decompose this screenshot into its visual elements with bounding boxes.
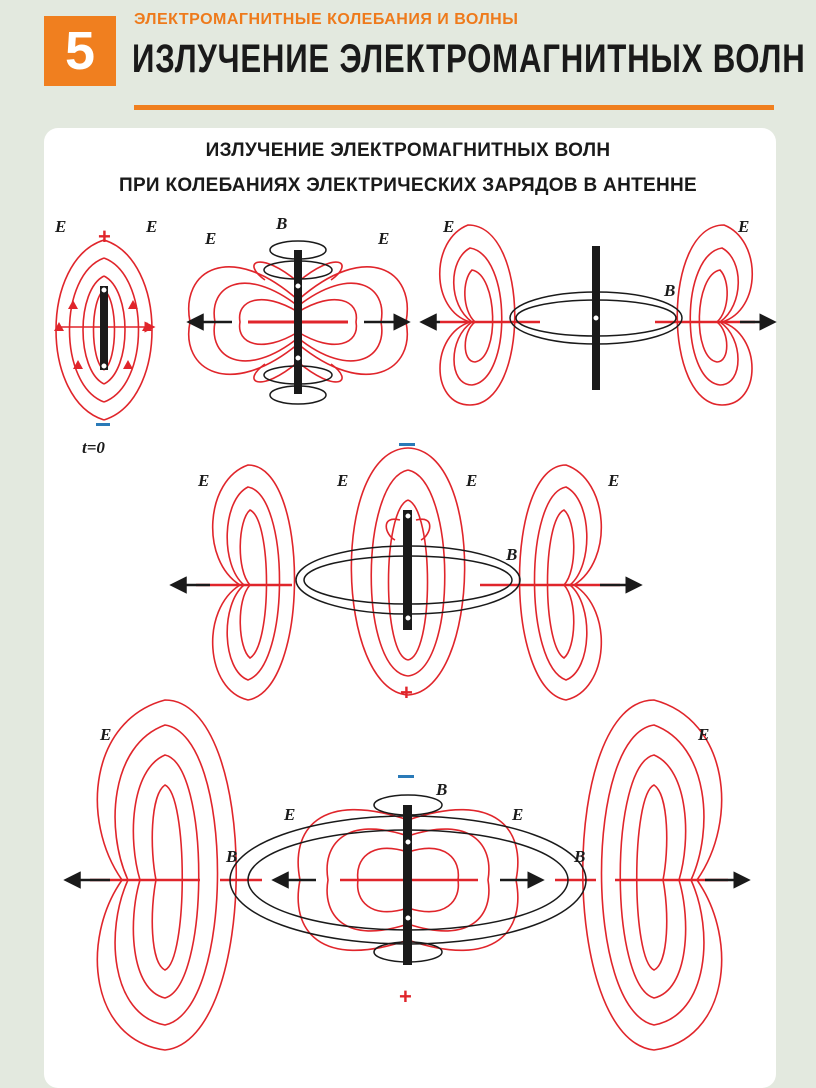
antenna-4: [403, 510, 412, 630]
b-field-label: B: [226, 847, 238, 866]
b-field-label: B: [574, 847, 586, 866]
minus-sign: [399, 443, 415, 446]
section-subtitle: ЭЛЕКТРОМАГНИТНЫЕ КОЛЕБАНИЯ И ВОЛНЫ: [134, 11, 519, 28]
e-field-label: E: [608, 471, 620, 490]
b-field-label: B: [276, 214, 288, 233]
e-field-label: E: [284, 805, 296, 824]
e-field-label: E: [512, 805, 524, 824]
e-field-label: E: [100, 725, 112, 744]
e-field-label: E: [337, 471, 349, 490]
b-field-label: B: [506, 545, 518, 564]
antenna-5: [403, 805, 412, 965]
panel-heading-line2: ПРИ КОЛЕБАНИЯХ ЭЛЕКТРИЧЕСКИХ ЗАРЯДОВ В АНТЕННЕ: [119, 175, 697, 196]
e-field-label: E: [205, 229, 217, 248]
plus-sign: +: [98, 224, 111, 249]
time-label: t=0: [82, 438, 105, 457]
e-field-label: E: [443, 217, 455, 236]
plus-sign: +: [399, 984, 412, 1009]
e-field-label: E: [198, 471, 210, 490]
e-field-label: E: [146, 217, 158, 236]
antenna-2: [294, 250, 302, 394]
e-field-label: E: [698, 725, 710, 744]
e-field-label: E: [738, 217, 750, 236]
plus-sign: +: [400, 680, 413, 705]
page-title: ИЗЛУЧЕНИЕ ЭЛЕКТРОМАГНИТНЫХ ВОЛН: [132, 37, 806, 81]
panel-heading-line1: ИЗЛУЧЕНИЕ ЭЛЕКТРОМАГНИТНЫХ ВОЛН: [205, 140, 611, 161]
antenna-1: [100, 286, 108, 370]
e-field-label: E: [55, 217, 67, 236]
b-field-label: B: [664, 281, 676, 300]
b-field-label: B: [436, 780, 448, 799]
section-number-badge: 5: [44, 16, 116, 86]
minus-sign: [398, 775, 414, 778]
e-field-label: E: [466, 471, 478, 490]
e-field-label: E: [378, 229, 390, 248]
minus-sign: [96, 423, 110, 426]
